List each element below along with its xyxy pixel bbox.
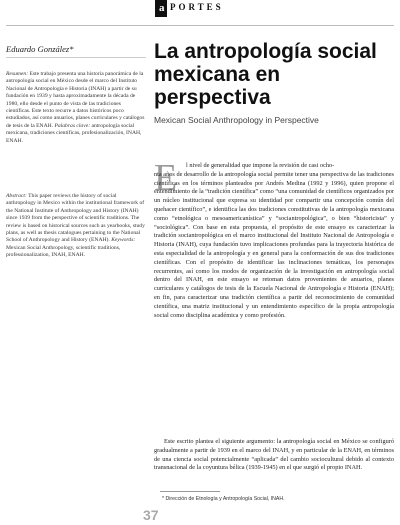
header-rule (6, 25, 394, 26)
keywords-text: antropología social mexicana, tradiciones científicas, profesionalización, INAH, ENAH. (6, 122, 142, 144)
footnote: * Dirección de Etnología y Antropología Social, INAH. (162, 496, 285, 502)
section-badge-letter: a (159, 2, 165, 14)
abstract-english (6, 193, 146, 260)
abstract-lead: Abstract: (6, 193, 27, 199)
keywords-lead: Palabras clave: (54, 122, 91, 129)
article-title: La antropología social mexicana en perspectiva (154, 40, 377, 109)
body-text: nta años de desarrollo de la antropología social permite tener una perspectiva de las tradiciones científicas en los términos planteados por Andrés Medina (1992 y 1996), quien propone el entendimiento de la “tradición científica” como “una comunidad de científicos organizados por un núcleo institucional que expresa su identidad por compartir una concepción común del quehacer científico”, e identifica las dos tradiciones constitutivas de la antropología mexicana como “etnológica o mesoamericanística” y “sociantropológica”, o bien “historicista” y “sociológica”. Con base en esta propuesta, el propósito de este ensayo es caracterizar la tradición sociantropológica en el marco institucional del Instituto Nacional de Antropología e Historia (INAH), cuya fundación tuvo implicaciones profundas para la trayectoria histórica de esta especialidad de la antropología y en general para la conformación de sus dos tradiciones científicas. Con el propósito de identificar las inclinaciones temáticas, los personajes recurrentes, así como los modos de organización de la investigación en antropología social dentro del INAH, en este ensayo se retoman datos provenientes de anuarios, planes curriculares y catálogos de tesis de la Escuela Nacional de Antropología e Historia (ENAH); en fin, para caracterizar una tradición científica a partir del reconocimiento de comunidad científica, una matriz institucional y un entendimiento específico de la propia antropología social como disciplina académica y como profesión. (154, 170, 394, 319)
keywords-text: Mexican Social Anthropology, scientific traditions, professionalization, INAH, ENAH. (6, 244, 121, 259)
keywords-lead: Keywords: (111, 237, 136, 244)
article-subtitle: Mexican Social Anthropology in Perspective (154, 115, 319, 125)
author-rule (6, 57, 146, 58)
abstract-lead: Resumen: (6, 71, 29, 77)
abstract-spanish (6, 71, 146, 145)
footnote-rule (160, 491, 220, 492)
drop-cap: E (154, 157, 178, 199)
body-paragraph (154, 157, 394, 320)
page-number: 37 (143, 507, 159, 523)
body-paragraph: Este escrito plantea el siguiente argumento: la antropología social en México se configuró gradualmente a partir de 1939 en el marco del INAH, y en particular de la ENAH, en términos de una ciencia social potencialmente “aplicada” del cambio sociocultural debido al contexto transnacional de la coyuntura bélica (1939-1945) en el que surgió el propio INAH. (154, 438, 394, 472)
author-name: Eduardo González* (6, 44, 74, 54)
abstract-text: Este trabajo presenta una historia panorámica de la antropología social en México desde el marco del Instituto Nacional de Antropología e Historia (INAH) a partir de su fundación en 1939 y hasta aproximadamente la década de 1980, ello desde el punto de vista de las tradiciones científicas. Este texto recurre a datos históricos poco estudiados, así como anuarios, planes curriculares y catálogos de tesis de la ENAH. (6, 71, 145, 129)
section-label: PORTES (170, 2, 224, 12)
body-first-line: l nivel de generalidad que impone la revisión de casi ocho- (186, 162, 335, 169)
abstract-text: This paper reviews the history of social anthropology in Mexico within the institutional framework of the National Institute of Anthropology and History (INAH) since 1939 from the perspective of scientific traditions. The review is based on historical sources such as yearbooks, study plans, as well as thesis catalogues pertaining to the National School of Anthropology and History (ENAH). (6, 193, 145, 244)
